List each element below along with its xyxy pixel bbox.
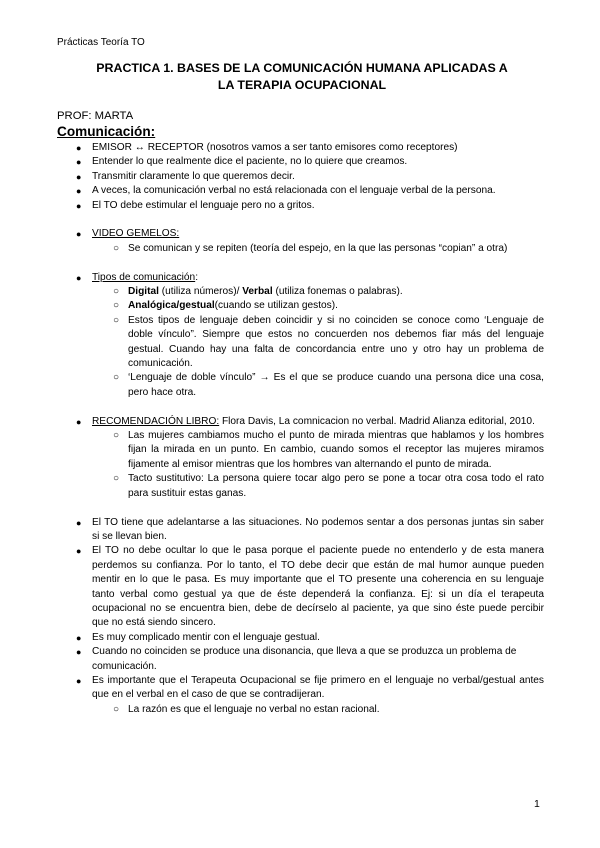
sub-list-item: ○ ‘Lenguaje de doble vínculo” → Es el que se produce cuando una persona dice una cosa, pero hace otra. xyxy=(113,372,544,398)
list-item: ● El TO tiene que adelantarse a las situaciones. No podemos sentar a dos personas juntas sin saber si se llevan bien. xyxy=(76,516,544,542)
recomendacion-section xyxy=(0,415,600,501)
list-item-recomendacion: ● RECOMENDACIÓN LIBRO: Flora Davis, La comnicacion no verbal. Madrid Alianza editorial, 2010. xyxy=(0,415,600,429)
list-item-video xyxy=(0,227,600,241)
list-item: ● Entender lo que realmente dice el paciente, no lo quiere que creamos. xyxy=(0,155,600,169)
bullet-icon: ● xyxy=(76,632,82,643)
hollow-bullet-icon: ○ xyxy=(113,703,120,715)
hollow-bullet-icon: ○ xyxy=(113,372,120,384)
list-item-tipos: ● Tipos de comunicación: xyxy=(0,271,600,285)
hollow-bullet-icon: ○ xyxy=(113,286,120,298)
sub-list-item: ○ Se comunican y se repiten (teoría del espejo, en la que las personas “copian” a otra) xyxy=(0,242,600,256)
bullet-icon: ● xyxy=(76,229,82,240)
list-item: ● El TO debe estimular el lenguaje pero no a gritos. xyxy=(0,199,600,213)
sub-list-item: ○ Analógica/gestual(cuando se utilizan gestos). xyxy=(0,299,600,313)
professor-line: PROF: MARTA xyxy=(57,110,134,122)
page-header: Prácticas Teoría TO xyxy=(57,37,145,48)
sub-list-item: ○ Estos tipos de lenguaje deben coincidir y si no coinciden se conoce como ‘Lenguaje de doble vínculo”. Siempre que estos no concuerden nos debemos fiar más del lenguaje gestual. Cuando hay una falta de concordancia entre uno y otro hay un problema de comunicación. xyxy=(113,314,544,370)
document-body xyxy=(0,141,600,717)
list-item: ● Cuando no coinciden se produce una disonancia, que lleva a que se produzca un problema de comunicación. xyxy=(76,646,517,672)
video-section xyxy=(0,227,600,256)
bullet-icon: ● xyxy=(76,546,82,557)
bullet-icon: ● xyxy=(76,143,82,153)
hollow-bullet-icon: ○ xyxy=(113,430,120,442)
hollow-bullet-icon: ○ xyxy=(113,314,120,326)
bullet-list-2 xyxy=(0,516,600,718)
title-line-2: LA TERAPIA OCUPACIONAL xyxy=(217,78,387,92)
hollow-bullet-icon: ○ xyxy=(113,473,120,485)
list-item: ● A veces, la comunicación verbal no está relacionada con el lenguaje verbal de la persona. xyxy=(0,184,600,198)
sub-list-item: ○ Tacto sustitutivo: La persona quiere tocar algo pero se pone a tocar otra cosa todo el rato para sustituir estas ganas. xyxy=(113,473,544,499)
list-item: ● El TO no debe ocultar lo que le pasa porque el paciente puede no entenderlo y de esta manera perdemos su confianza. Por lo tanto, el TO debe decir que están de mal humor aunque pueden mentir en lo que le pasa. Es muy importante que el TO presente una coherencia en su lenguaje tanto verbal como gestual ya que de éste dependerá la confianza. Ej: si un día el terapeuta ocupacional no se encuentra bien, debe de decírselo al paciente, ya que sino éste puede percibir que no está siendo sincero. xyxy=(76,545,544,629)
title-line-1: PRACTICA 1. BASES DE LA COMUNICACIÓN HUMANA APLICADAS A xyxy=(96,61,508,75)
bullet-icon: ● xyxy=(76,647,82,658)
bullet-icon: ● xyxy=(76,200,82,211)
bullet-icon: ● xyxy=(76,517,82,528)
list-item: ● Es muy complicado mentir con el lenguaje gestual. xyxy=(0,631,600,645)
bullet-icon: ● xyxy=(76,186,82,197)
bullet-icon: ● xyxy=(76,157,82,168)
document-title xyxy=(57,60,547,94)
hollow-bullet-icon: ○ xyxy=(113,300,120,312)
list-item: ● Transmitir claramente lo que queremos decir. xyxy=(0,170,600,184)
page-number: 1 xyxy=(534,798,540,810)
bullet-list-1 xyxy=(0,141,600,213)
list-item: ● Es importante que el Terapeuta Ocupacional se fije primero en el lenguaje no verbal/gestual antes que en el verbal en el caso de que se contradijeran. xyxy=(76,674,544,701)
tipos-section xyxy=(0,271,600,401)
sub-list-item: ○ Digital (utiliza números)/ Verbal (utiliza fonemas o palabras). xyxy=(0,285,600,299)
section-title: Comunicación: xyxy=(57,124,156,139)
sub-list-item: ○ La razón es que el lenguaje no verbal no estan racional. xyxy=(0,703,600,717)
bullet-icon: ● xyxy=(76,416,82,427)
hollow-bullet-icon: ○ xyxy=(113,242,120,254)
bullet-icon: ● xyxy=(76,171,82,182)
video-label: VIDEO GEMELOS: xyxy=(92,228,180,240)
bullet-icon: ● xyxy=(76,675,82,686)
tipos-label: Tipos de comunicación xyxy=(92,271,196,283)
list-item: ● EMISOR ↔ RECEPTOR (nosotros vamos a ser tanto emisores como receptores) xyxy=(0,141,600,155)
bullet-icon: ● xyxy=(76,272,82,283)
sub-list-item: ○ Las mujeres cambiamos mucho el punto de mirada mientras que hablamos y los hombres fijan la mirada en un punto. En cambio, cuando somos el receptor las mujeres miramos fijamente al emisor mientras que los hombres van alternando el punto de mirada. xyxy=(113,430,544,470)
recomendacion-label: RECOMENDACIÓN LIBRO: xyxy=(92,415,220,427)
